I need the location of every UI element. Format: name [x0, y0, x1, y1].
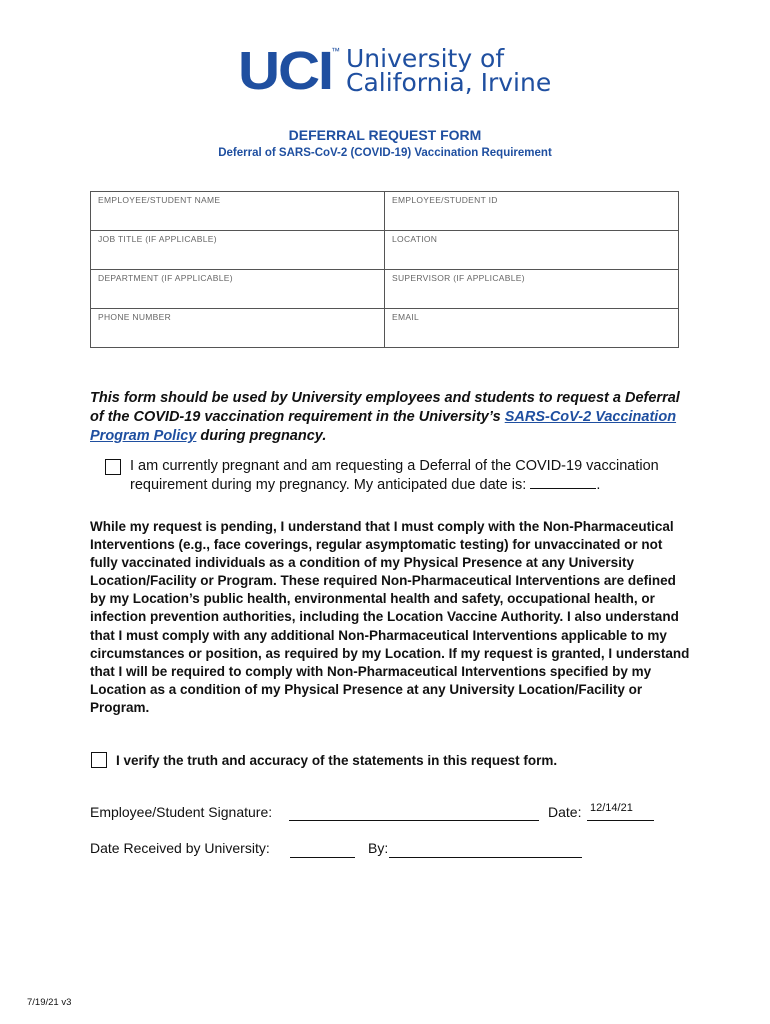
date-value: 12/14/21 — [590, 802, 633, 814]
signature-label: Employee/Student Signature: — [90, 804, 273, 820]
signature-field[interactable] — [289, 820, 539, 821]
job-title-field[interactable]: JOB TITLE (IF APPLICABLE) — [91, 231, 385, 270]
pregnancy-end: . — [596, 477, 601, 493]
version-footer: 7/19/21 v3 — [27, 997, 72, 1008]
pregnancy-checkbox[interactable] — [105, 459, 121, 475]
intro-text-after: during pregnancy. — [196, 428, 327, 444]
compliance-statement: While my request is pending, I understand that I must comply with the Non-Pharmaceutical Interventions (e.g., face coverings, regular asymptomatic testing) for unvaccinated or not fully vaccinated individuals as a condition of my Physical Presence at any University Location/Facility or Program. These required Non-Pharmaceutical Interventions are defined by my Location’s public health, environmental health and safety, occupational health, or infection prevention authorities, including the Location Vaccine Authority. I also understand that I must comply with any additional Non-Pharmaceutical Interventions applicable to my circumstances or position, as required by my Location. If my request is granted, I understand that I will be required to comply with Non-Pharmaceutical Interventions specified by my Location as a condition of my Physical Presence at any University Location/Facility or Program. — [90, 519, 690, 715]
id-field[interactable]: EMPLOYEE/STUDENT ID — [385, 192, 679, 231]
intro-paragraph — [90, 389, 690, 446]
pregnancy-text: I am currently pregnant and am requesting a Deferral of the COVID-19 vaccination requirement during my pregnancy. My anticipated due date is: — [130, 458, 659, 493]
date-label: Date: — [548, 804, 582, 820]
by-field[interactable] — [389, 857, 582, 858]
date-received-label: Date Received by University: — [90, 840, 270, 856]
intro-text-before: This form should be used by University employees and students to request a Deferral of the COVID-19 vaccination requirement in the University’s — [90, 390, 680, 425]
logo-line-1: University of — [346, 44, 505, 73]
verify-statement: I verify the truth and accuracy of the statements in this request form. — [116, 753, 558, 768]
info-table — [90, 191, 679, 348]
logo-trademark: ™ — [331, 46, 340, 56]
department-field[interactable]: DEPARTMENT (IF APPLICABLE) — [91, 270, 385, 309]
date-received-field[interactable] — [290, 857, 355, 858]
phone-field[interactable]: PHONE NUMBER — [91, 309, 385, 348]
form-subtitle: Deferral of SARS-CoV-2 (COVID-19) Vaccination Requirement — [218, 147, 552, 159]
form-title: DEFERRAL REQUEST FORM — [288, 127, 482, 143]
verify-checkbox[interactable] — [91, 752, 107, 768]
policy-link[interactable]: SARS-CoV-2 Vaccination Program Policy — [90, 409, 677, 444]
logo-mark: UCI — [238, 41, 332, 101]
pregnancy-statement — [130, 457, 690, 495]
logo-line-2: California, Irvine — [346, 68, 552, 97]
uci-logo — [238, 41, 552, 101]
by-label: By: — [368, 840, 389, 856]
supervisor-field[interactable]: SUPERVISOR (IF APPLICABLE) — [385, 270, 679, 309]
email-field[interactable]: EMAIL — [385, 309, 679, 348]
due-date-field[interactable] — [530, 476, 596, 489]
date-field[interactable] — [587, 820, 654, 821]
logo-text — [346, 44, 552, 97]
location-field[interactable]: LOCATION — [385, 231, 679, 270]
name-field[interactable]: EMPLOYEE/STUDENT NAME — [91, 192, 385, 231]
